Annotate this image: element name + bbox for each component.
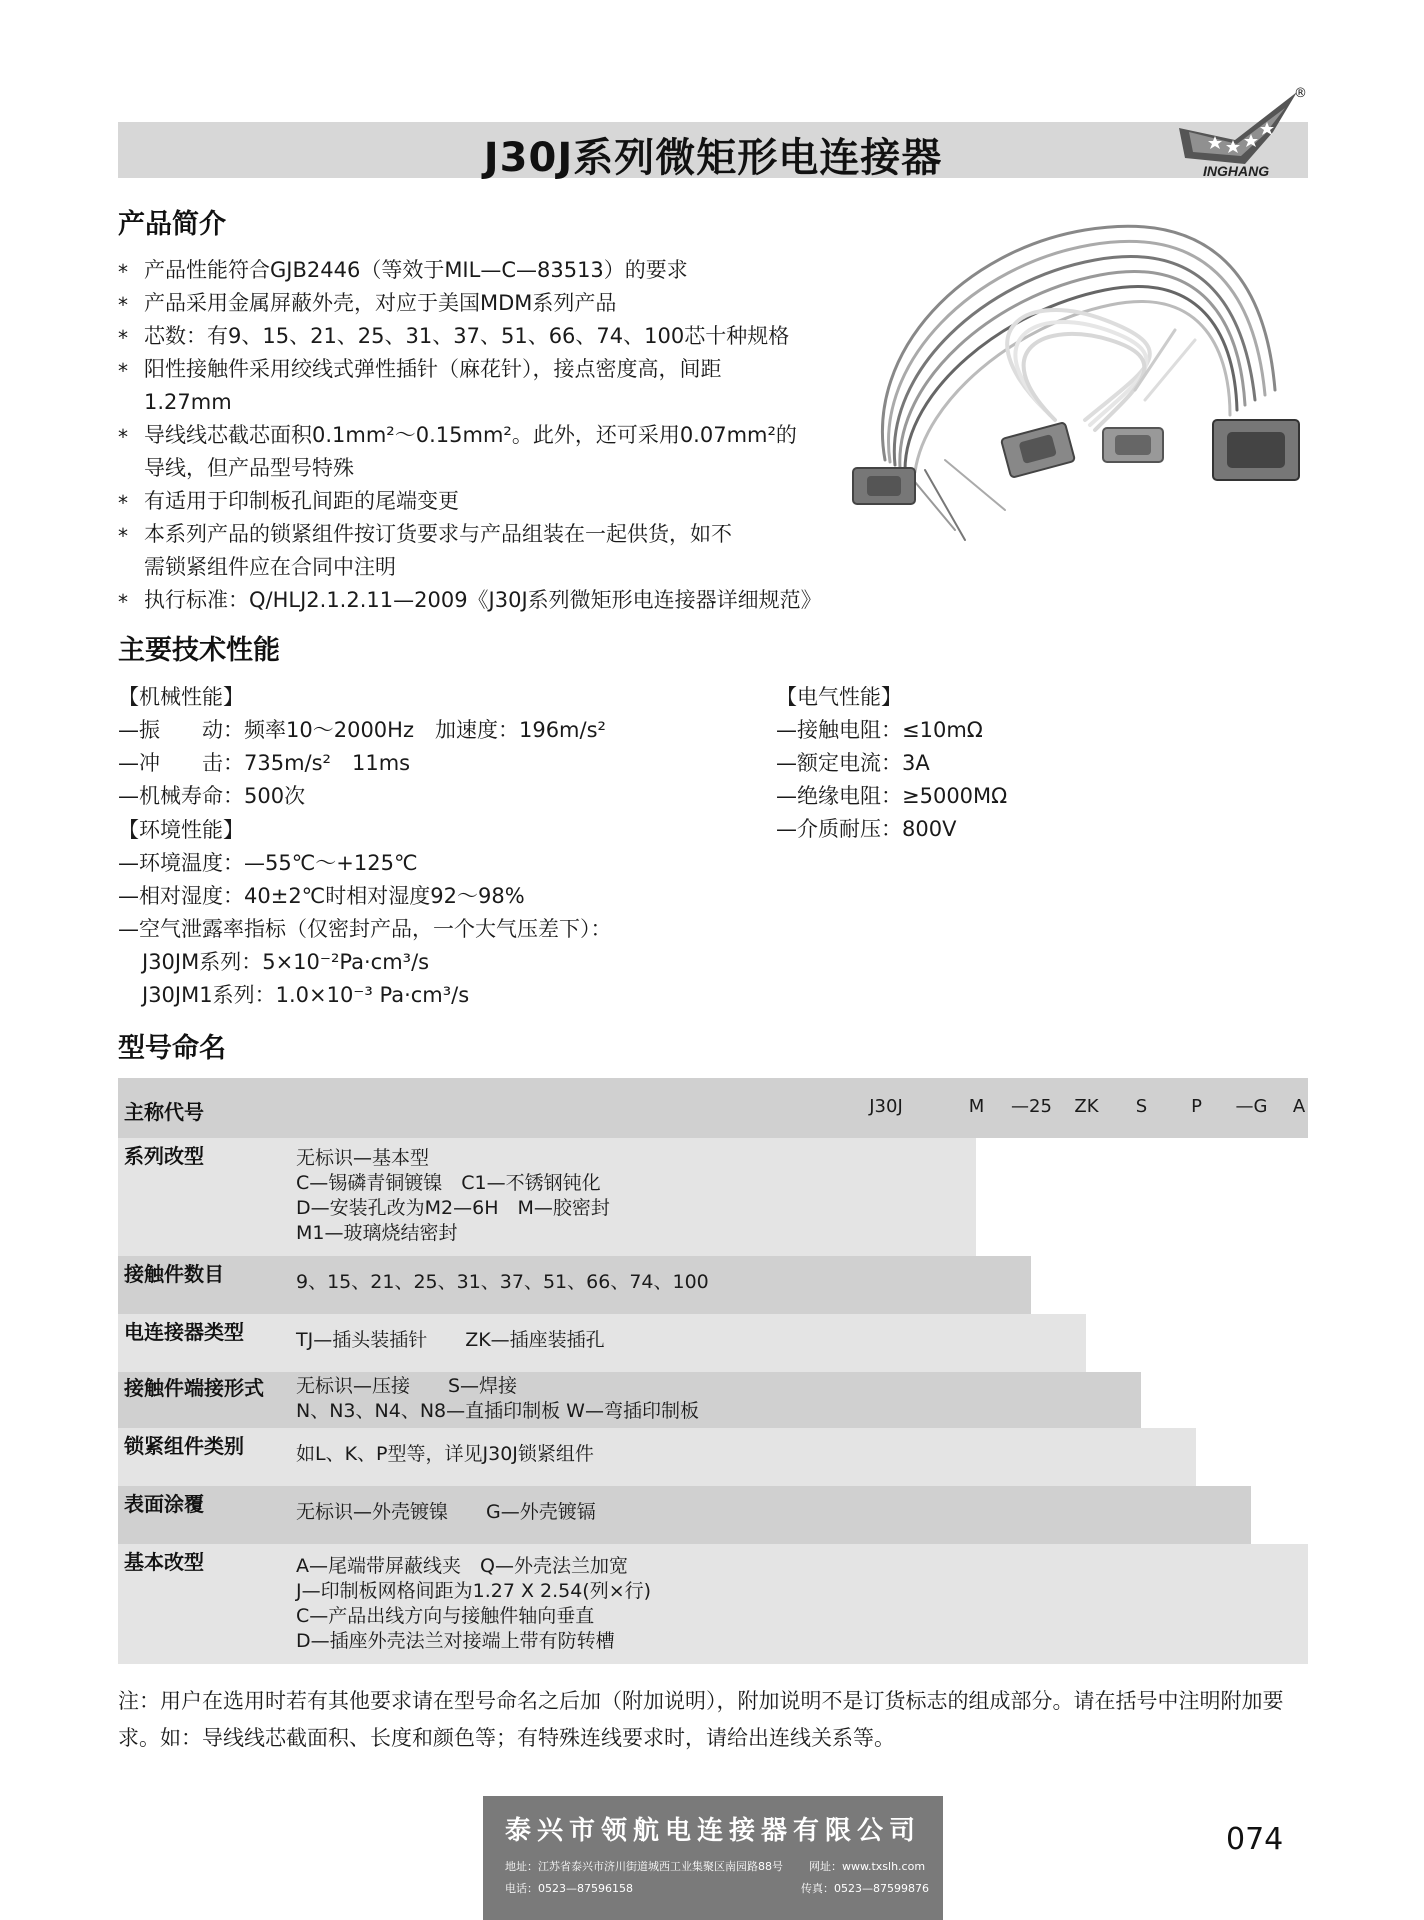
band-coating <box>118 1486 1251 1544</box>
code-main: J30J <box>869 1096 903 1117</box>
row-desc-basic: A—尾端带屏蔽线夹 Q—外壳法兰加宽 J—印制板网格间距为1.27 X 2.54(列×行) C—产品出线方向与接触件轴向垂直 D—插座外壳法兰对接端上带有防转槽 <box>296 1555 652 1652</box>
title-bar <box>118 122 1308 181</box>
spec-line: —空气泄露率指标（仅密封产品，一个大气压差下）： <box>118 917 612 941</box>
code-termination: S <box>1135 1096 1148 1117</box>
spec-line: J30JM系列：5×10⁻²Pa·cm³/s <box>142 950 430 974</box>
footer-website: 网址：www.txslh.com <box>809 1860 926 1873</box>
company-name: 泰兴市领航电连接器有限公司 <box>504 1816 921 1846</box>
code-type: ZK <box>1074 1096 1099 1117</box>
row-label-coating: 表面涂覆 <box>124 1492 204 1516</box>
band-lock <box>118 1428 1196 1486</box>
row-label-basic: 基本改型 <box>124 1550 204 1574</box>
row-desc-termination: 无标识—压接 S—焊接 N、N3、N4、N8—直插印制板 W—弯插印制板 <box>296 1375 699 1422</box>
row-desc-coating: 无标识—外壳镀镍 G—外壳镀镉 <box>296 1501 596 1523</box>
footer-phone: 电话：0523—87596158 <box>505 1882 633 1895</box>
row-label-type: 电连接器类型 <box>124 1320 244 1344</box>
code-count: —25 <box>1011 1096 1052 1117</box>
model-naming-table <box>118 1078 1308 1666</box>
model-heading: 型号命名 <box>118 1033 226 1064</box>
mechanical-heading: 【机械性能】 <box>118 685 244 709</box>
row-desc-series: 无标识—基本型 C—锡磷青铜镀镍 C1—不锈钢钝化 D—安装孔改为M2—6H M—胶密封 M1—玻璃烧结密封 <box>296 1147 610 1244</box>
intro-bullet: * 有适用于印制板孔间距的尾端变更 <box>118 485 878 518</box>
page-title: J30J系列微矩形电连接器 <box>483 135 943 181</box>
spec-line: —环境温度：—55℃～+125℃ <box>118 851 418 875</box>
code-series: M <box>968 1096 985 1117</box>
code-basic: A <box>1292 1096 1306 1117</box>
specs-right <box>776 680 1176 846</box>
logo-text: INGHANG <box>1203 163 1270 179</box>
intro-bullet: * 本系列产品的锁紧组件按订货要求与产品组装在一起供货，如不 需锁紧组件应在合同中注明 <box>118 518 878 584</box>
intro-bullet: * 导线线芯截芯面积0.1mm²～0.15mm²。此外，还可采用0.07mm²的 导线，但产品型号特殊 <box>118 419 878 485</box>
intro-heading: 产品简介 <box>118 209 226 240</box>
row-desc-count: 9、15、21、25、31、37、51、66、74、100 <box>296 1271 709 1293</box>
row-desc-type: TJ—插头装插针 ZK—插座装插孔 <box>296 1329 605 1351</box>
intro-bullet: * 产品采用金属屏蔽外壳，对应于美国MDM系列产品 <box>118 287 878 320</box>
code-lock: P <box>1191 1096 1202 1117</box>
spec-line: —介质耐压：800V <box>776 817 957 841</box>
environmental-heading: 【环境性能】 <box>118 818 244 842</box>
code-coating: —G <box>1235 1096 1268 1117</box>
footer-address: 地址：江苏省泰兴市济川街道城西工业集聚区南园路88号 <box>505 1860 783 1873</box>
row-label-count: 接触件数目 <box>124 1262 224 1286</box>
connector-product-photo <box>845 210 1305 550</box>
specs-heading: 主要技术性能 <box>118 635 280 666</box>
row-label-series: 系列改型 <box>124 1144 204 1168</box>
electrical-heading: 【电气性能】 <box>776 685 902 709</box>
registered-mark: ® <box>1294 86 1307 101</box>
spec-line: —冲 击：735m/s² 11ms <box>118 751 411 775</box>
intro-list <box>118 254 878 617</box>
spec-line: —绝缘电阻：≥5000MΩ <box>776 784 1008 808</box>
intro-bullet: * 执行标准：Q/HLJ2.1.2.11—2009《J30J系列微矩形电连接器详细规范》 <box>118 584 878 617</box>
specs-left <box>118 680 798 1012</box>
spec-line: —接触电阻：≤10mΩ <box>776 718 983 742</box>
intro-bullet: * 产品性能符合GJB2446（等效于MIL—C—83513）的要求 <box>118 254 878 287</box>
row-desc-lock: 如L、K、P型等，详见J30J锁紧组件 <box>296 1443 594 1465</box>
spec-line: —相对湿度：40±2℃时相对湿度92～98% <box>118 884 525 908</box>
page-number: 074 <box>1226 1822 1284 1857</box>
spec-line: —额定电流：3A <box>776 751 930 775</box>
intro-bullet: * 阳性接触件采用绞线式弹性插针（麻花针），接点密度高，间距 1.27mm <box>118 353 878 419</box>
company-logo-icon <box>1175 88 1305 180</box>
main-code-label: 主称代号 <box>124 1100 204 1124</box>
intro-bullet: * 芯数：有9、15、21、25、31、37、51、66、74、100芯十种规格 <box>118 320 878 353</box>
spec-line: —振 动：频率10～2000Hz 加速度：196m/s² <box>118 718 606 742</box>
footer-fax: 传真：0523—87599876 <box>801 1882 929 1895</box>
footer <box>483 1796 943 1920</box>
order-note: 注：用户在选用时若有其他要求请在型号命名之后加（附加说明），附加说明不是订货标志的组成部分。请在括号中注明附加要求。如：导线线芯截面积、长度和颜色等；有特殊连线要求时，请给出连线关系等。 <box>118 1689 1284 1750</box>
row-label-termination: 接触件端接形式 <box>124 1376 264 1400</box>
row-label-lock: 锁紧组件类别 <box>124 1434 244 1458</box>
spec-line: J30JM1系列：1.0×10⁻³ Pa·cm³/s <box>142 983 470 1007</box>
spec-line: —机械寿命：500次 <box>118 784 306 808</box>
